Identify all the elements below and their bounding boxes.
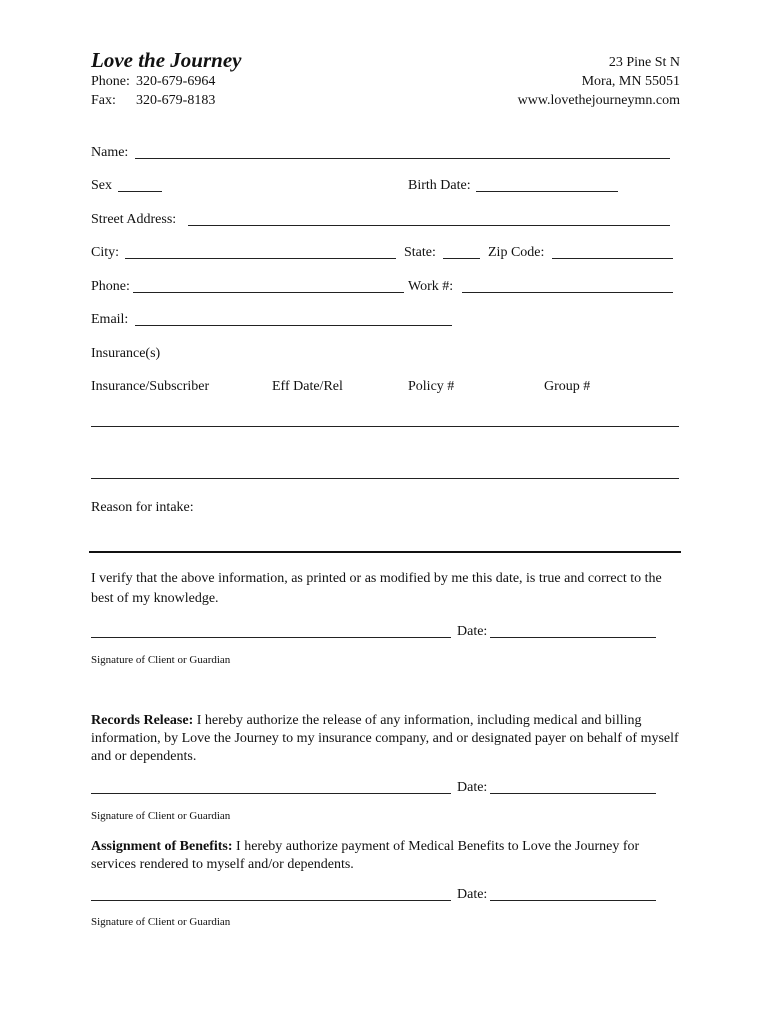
street-address-field-line[interactable]	[188, 225, 670, 226]
email-label: Email:	[91, 312, 129, 327]
name-label: Name:	[91, 145, 129, 160]
signature-line[interactable]	[91, 793, 451, 794]
work-phone-field-line[interactable]	[462, 292, 673, 293]
work-phone-label: Work #:	[408, 279, 454, 294]
phone-field-label: Phone:	[91, 279, 130, 294]
records-release-heading: Records Release:	[91, 713, 194, 728]
city-label: City:	[91, 245, 120, 260]
zip-code-field-line[interactable]	[552, 258, 673, 259]
date-label: Date:	[457, 624, 488, 639]
birth-date-label: Birth Date:	[408, 178, 471, 193]
address-line-2: Mora, MN 55051	[581, 74, 680, 89]
assignment-of-benefits-text: I hereby authorize payment of Medical Benefits to Love the Journey for services rendered to myself and/or dependents.	[91, 839, 640, 872]
insurance-column-header: Policy #	[408, 379, 455, 394]
name-field-line[interactable]	[135, 158, 670, 159]
insurance-heading: Insurance(s)	[91, 346, 161, 361]
phone-field-line[interactable]	[133, 292, 404, 293]
reason-for-intake-label: Reason for intake:	[91, 500, 194, 515]
insurance-entry-line[interactable]	[91, 478, 679, 479]
assignment-of-benefits-heading: Assignment of Benefits:	[91, 839, 233, 854]
email-field-line[interactable]	[135, 325, 452, 326]
date-label: Date:	[457, 780, 488, 795]
date-field-line[interactable]	[490, 900, 656, 901]
phone-label: Phone:	[91, 74, 130, 89]
signature-line[interactable]	[91, 637, 451, 638]
signature-caption: Signature of Client or Guardian	[91, 916, 231, 928]
sex-label: Sex	[91, 178, 112, 193]
phone-number: 320-679-6964	[136, 74, 216, 89]
sex-field-line[interactable]	[118, 191, 162, 192]
address-line-1: 23 Pine St N	[608, 55, 680, 70]
records-release-text: I hereby authorize the release of any information, including medical and billing information, by Love the Journey to my insurance company, and or designated payer on behalf of myself and or dependents.	[91, 713, 679, 764]
birth-date-field-line[interactable]	[476, 191, 618, 192]
date-label: Date:	[457, 887, 488, 902]
verification-statement: I verify that the above information, as printed or as modified by me this date, is true and correct to the best of my knowledge.	[91, 571, 662, 606]
city-field-line[interactable]	[125, 258, 396, 259]
section-divider	[89, 551, 681, 553]
insurance-column-header: Eff Date/Rel	[272, 379, 343, 394]
signature-caption: Signature of Client or Guardian	[91, 810, 231, 822]
date-field-line[interactable]	[490, 637, 656, 638]
website: www.lovethejourneymn.com	[517, 93, 680, 108]
records-release-paragraph	[91, 712, 681, 766]
insurance-entry-line[interactable]	[91, 426, 679, 427]
insurance-column-header: Group #	[544, 379, 591, 394]
state-field-line[interactable]	[443, 258, 480, 259]
business-name: Love the Journey	[91, 48, 242, 72]
zip-code-label: Zip Code:	[488, 245, 545, 260]
insurance-column-header: Insurance/Subscriber	[91, 379, 210, 394]
state-label: State:	[404, 245, 436, 260]
fax-number: 320-679-8183	[136, 93, 216, 108]
street-address-label: Street Address:	[91, 212, 177, 227]
signature-line[interactable]	[91, 900, 451, 901]
fax-label: Fax:	[91, 93, 116, 108]
date-field-line[interactable]	[490, 793, 656, 794]
signature-caption: Signature of Client or Guardian	[91, 654, 231, 666]
assignment-of-benefits-paragraph	[91, 838, 681, 874]
